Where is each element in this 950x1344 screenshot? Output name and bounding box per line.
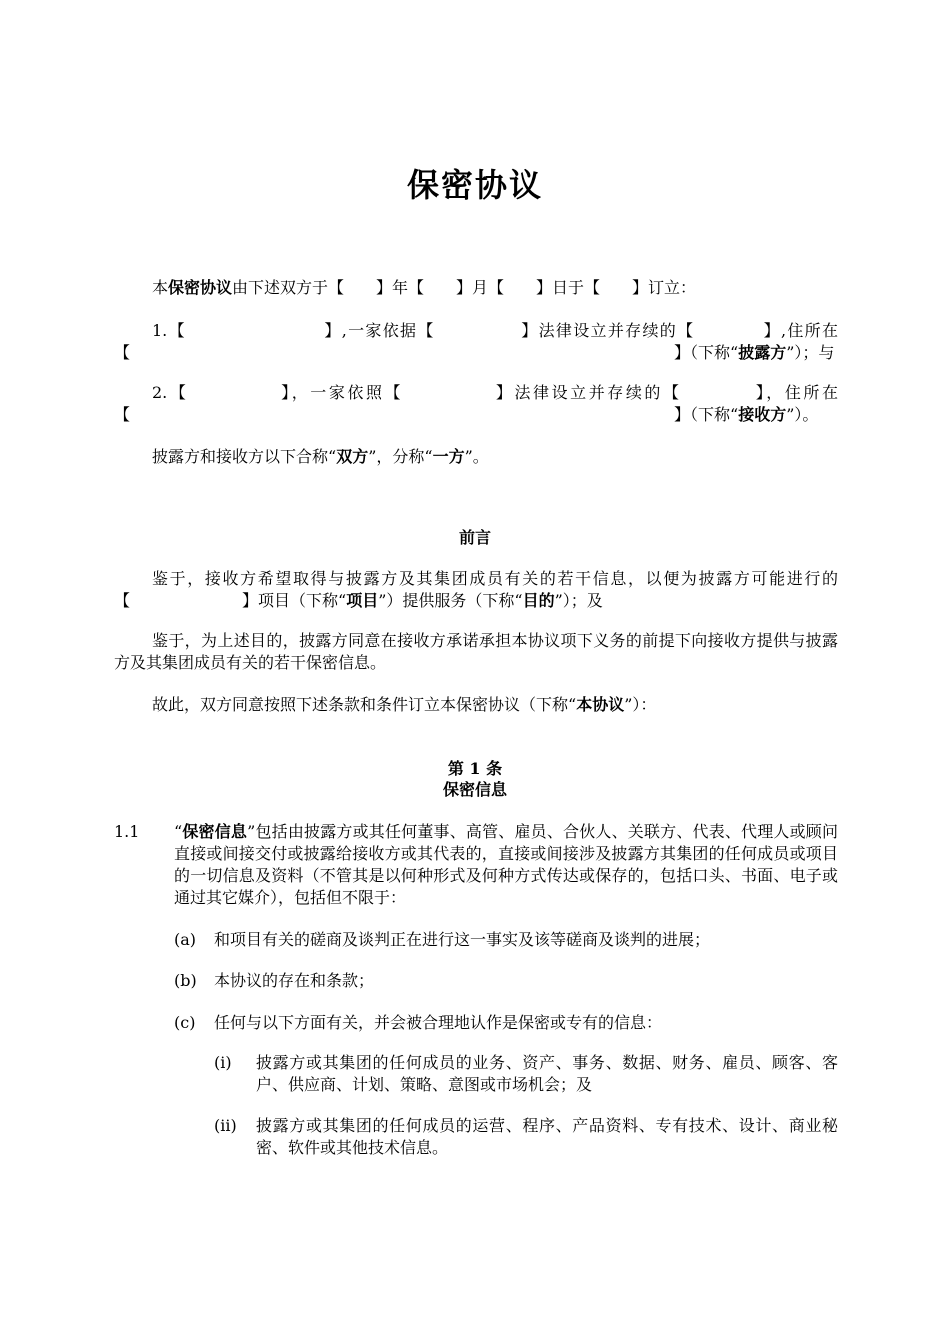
intro-paragraph: 本保密协议由下述双方于【 】年【 】月【 】日于【 】订立： — [152, 278, 697, 297]
subitem-i-text: 披露方或其集团的任何成员的业务、资产、事务、数据、财务、雇员、顾客、客户、供应商、计划、策略、意图或市场机会；及 — [256, 1053, 838, 1094]
whereas-paragraph-2: 鉴于，为上述目的，披露方同意在接收方承诺承担本协议项下义务的前提下向接收方提供与披露方及其集团成员有关的若干保密信息。 — [114, 631, 838, 672]
item-b-label: (b) — [174, 971, 197, 990]
item-b-text: 本协议的存在和条款； — [214, 971, 375, 990]
whereas-paragraph-1: 鉴于，接收方希望取得与披露方及其集团成员有关的若干信息，以便为披露方可能进行的【 】项目（下称“项目”）提供服务（下称“目的”）；及 — [114, 569, 838, 610]
item-a-label: (a) — [174, 930, 197, 949]
party-1-paragraph: 1.【 】,一家依据【 】法律设立并存续的【 】,住所在【 】（下称“披露方”）；与 — [114, 321, 838, 362]
item-c-label: (c) — [174, 1013, 196, 1032]
collective-definition-paragraph: 披露方和接收方以下合称“双方”，分称“一方”。 — [152, 447, 489, 466]
article-1-number: 第 1 条 — [447, 759, 503, 778]
subitem-i-label: (i) — [214, 1053, 232, 1072]
preamble-heading: 前言 — [458, 528, 491, 547]
subitem-ii-text: 披露方或其集团的任何成员的运营、程序、产品资料、专有技术、设计、商业秘密、软件或其他技术信息。 — [256, 1116, 838, 1157]
subitem-ii-label: (ii) — [214, 1116, 237, 1135]
therefore-paragraph: 故此，双方同意按照下述条款和条件订立本保密协议（下称“本协议”）： — [152, 695, 657, 714]
intro-bold-term: 保密协议 — [168, 278, 233, 297]
clause-1-1-number: 1.1 — [114, 822, 140, 841]
discloser-term: 披露方 — [738, 343, 787, 362]
document-title: 保密协议 — [406, 166, 543, 204]
confidential-info-term: 保密信息 — [182, 822, 248, 841]
clause-1-1-text: “保密信息”包括由披露方或其任何董事、高管、雇员、合伙人、关联方、代表、代理人或顾问直接或间接交付或披露给接收方或其代表的，直接或间接涉及披露方其集团的任何成员或项目的一切信息及资料（不管其是以何种形式及何种方式传达或保存的，包括口头、书面、电子或通过其它媒介），包括但不限于： — [174, 822, 838, 907]
item-a-text: 和项目有关的磋商及谈判正在进行这一事实及该等磋商及谈判的进展； — [214, 930, 711, 949]
item-c-text: 任何与以下方面有关，并会被合理地认作是保密或专有的信息： — [214, 1013, 663, 1032]
article-1-name: 保密信息 — [442, 780, 507, 799]
recipient-term: 接收方 — [738, 405, 787, 424]
party-2-paragraph: 2.【 】，一家依照【 】法律设立并存续的【 】，住所在【 】（下称“接收方”）。 — [114, 383, 838, 424]
